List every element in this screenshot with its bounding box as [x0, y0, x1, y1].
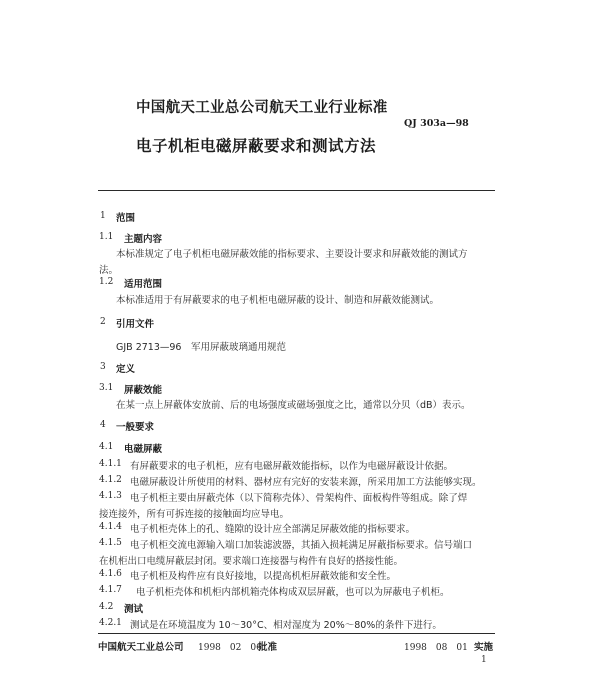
implementation-label: 实施 [474, 642, 494, 653]
item-4-1-1-number: 4.1.1 [99, 459, 122, 469]
section-4-1-number: 4.1 [99, 442, 114, 452]
section-4-title: 一般要求 [116, 422, 155, 433]
section-1-2-title: 适用范围 [124, 279, 163, 290]
section-3-number: 3 [100, 362, 106, 372]
section-1-number: 1 [100, 211, 106, 221]
section-4-1-title: 电磁屏蔽 [124, 444, 163, 455]
item-4-2-1-text: 测试是在环境温度为 10～30°C、相对湿度为 20%～80%的条件下进行。 [130, 620, 442, 631]
item-4-1-7-number: 4.1.7 [99, 585, 122, 595]
item-4-1-4-number: 4.1.4 [99, 522, 122, 532]
reference-document: GJB 2713—96 军用屏蔽玻璃通用规范 [116, 342, 286, 353]
approved-date: 1998 02 06 [198, 643, 262, 653]
item-4-1-3-number: 4.1.3 [99, 491, 122, 501]
section-4-2-title: 测试 [124, 604, 144, 615]
footer-rule [98, 633, 495, 634]
section-3-title: 定义 [116, 364, 136, 375]
section-2-number: 2 [100, 317, 106, 327]
section-1-1-text-line1: 本标准规定了电子机柜电磁屏蔽效能的指标要求、主要设计要求和屏蔽效能的测试方 [116, 249, 468, 260]
section-1-1-text-line2: 法。 [99, 265, 119, 276]
item-4-1-6-number: 4.1.6 [99, 569, 122, 579]
item-4-1-4-text: 电子机柜壳体上的孔、缝隙的设计应全部满足屏蔽效能的指标要求。 [130, 524, 416, 535]
org-title: 中国航天工业总公司航天工业行业标准 [136, 100, 388, 116]
item-4-1-3-text-line2: 接连接外，所有可拆连接的接触面均应导电。 [99, 509, 290, 520]
implementation-date: 1998 08 01 [404, 643, 468, 653]
section-4-number: 4 [100, 420, 106, 430]
item-4-2-1-number: 4.2.1 [99, 618, 122, 628]
section-4-2-number: 4.2 [99, 602, 114, 612]
standard-code: QJ 303a—98 [404, 118, 469, 129]
section-2-title: 引用文件 [116, 319, 155, 330]
section-3-1-title: 屏蔽效能 [124, 385, 163, 396]
section-1-1-title: 主题内容 [124, 234, 163, 245]
item-4-1-5-text-line1: 电子机柜交流电源输入端口加装滤波器，其插入损耗满足屏蔽指标要求。信号端口 [130, 540, 473, 551]
section-1-1-number: 1.1 [99, 232, 114, 242]
item-4-1-6-text: 电子机柜及构件应有良好接地，以提高机柜屏蔽效能和安全性。 [130, 571, 397, 582]
document-title: 电子机柜电磁屏蔽要求和测试方法 [136, 137, 377, 155]
item-4-1-5-number: 4.1.5 [99, 538, 122, 548]
item-4-1-2-text: 电磁屏蔽设计所使用的材料、器材应有完好的安装来源，所采用加工方法能够实现。 [130, 477, 482, 488]
section-1-2-text: 本标准适用于有屏蔽要求的电子机柜电磁屏蔽的设计、制造和屏蔽效能测试。 [116, 295, 440, 306]
footer-org: 中国航天工业总公司 [98, 642, 184, 653]
item-4-1-1-text: 有屏蔽要求的电子机柜，应有电磁屏蔽效能指标，以作为电磁屏蔽设计依据。 [130, 461, 454, 472]
section-3-1-number: 3.1 [99, 383, 114, 393]
item-4-1-3-text-line1: 电子机柜主要由屏蔽壳体（以下简称壳体）、骨架构件、面板构件等组成。除了焊 [130, 493, 468, 504]
approved-label: 批准 [258, 642, 278, 653]
header-rule [98, 190, 495, 191]
section-1-title: 范围 [116, 213, 136, 224]
section-3-1-text: 在某一点上屏蔽体安放前、后的电场强度或磁场强度之比，通常以分贝（dB）表示。 [116, 400, 471, 411]
page-number: 1 [481, 655, 487, 665]
item-4-1-2-number: 4.1.2 [99, 475, 122, 485]
item-4-1-5-text-line2: 在机柜出口电缆屏蔽层封闭。要求端口连接器与构件有良好的搭接性能。 [99, 556, 404, 567]
section-1-2-number: 1.2 [99, 277, 114, 287]
item-4-1-7-text: 电子机柜壳体和机柜内部机箱壳体构成双层屏蔽，也可以为屏蔽电子机柜。 [136, 587, 450, 598]
